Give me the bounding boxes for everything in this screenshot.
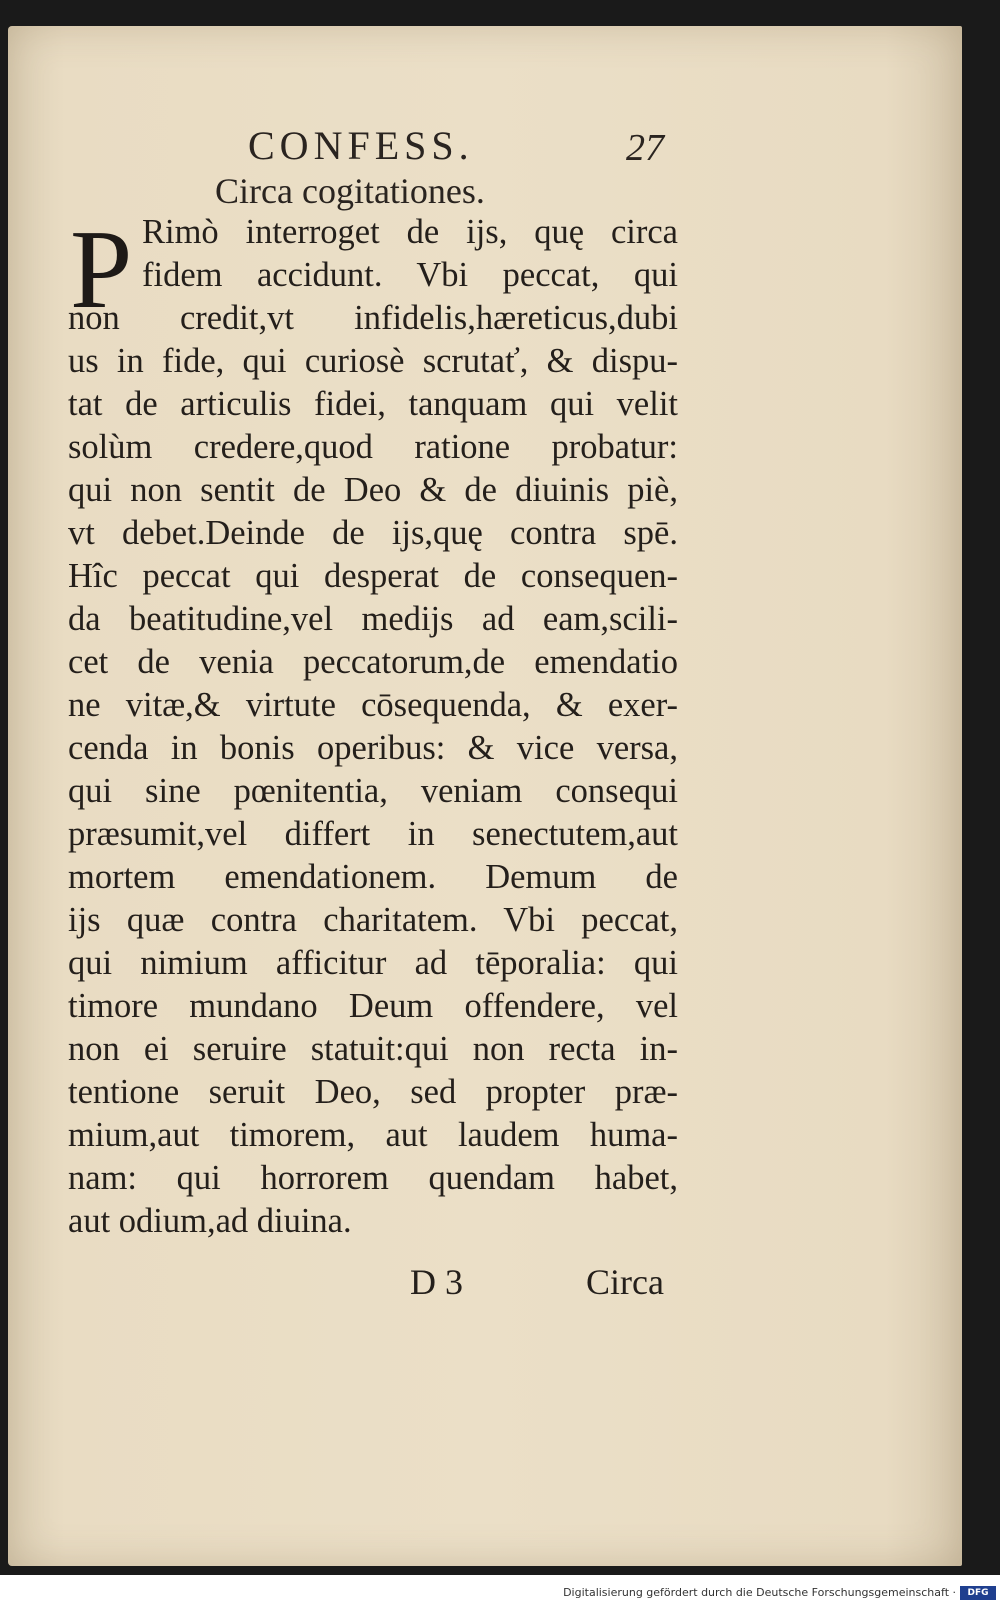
text-line: us in fide, qui curiosè scrutať, & dispu- [68,342,678,380]
text-line: solùm credere,quod ratione probatur: [68,428,678,466]
text-line: timore mundano Deum offendere, vel [68,987,678,1025]
text-line: tat de articulis fidei, tanquam qui velit [68,385,678,423]
text-line: mium,aut timorem, aut laudem huma- [68,1116,678,1154]
text-line: qui non sentit de Deo & de diuinis piè, [68,471,678,509]
drop-cap: P [70,208,133,332]
page-number: 27 [626,127,664,169]
text-line: præsumit,vel differt in senectutem,aut [68,815,678,853]
text-line: tentione seruit Deo, sed propter præ- [68,1073,678,1111]
text-line: aut odium,ad diuina. [68,1202,352,1240]
text-line: mortem emendationem. Demum de [68,858,678,896]
text-line: non ei seruire statuit:qui non recta in- [68,1030,678,1068]
text-line: cet de venia peccatorum,de emendatio [68,643,678,681]
text-line: Rimò interroget de ijs, quę circa [142,213,678,251]
running-head: CONFESS. [248,123,474,168]
text-line: qui nimium afficitur ad tēporalia: qui [68,944,678,982]
text-line: ne vitæ,& virtute cōsequenda, & exer- [68,686,678,724]
page-content [8,26,962,1566]
text-line: qui sine pœnitentia, veniam consequi [68,772,678,810]
text-line: non credit,vt infidelis,hæreticus,dubi [68,299,678,337]
text-line: ijs quæ contra charitatem. Vbi peccat, [68,901,678,939]
text-line: nam: qui horrorem quendam habet, [68,1159,678,1197]
section-title: Circa cogitationes. [215,171,485,211]
text-line: cenda in bonis operibus: & vice versa, [68,729,678,767]
text-line: fidem accidunt. Vbi peccat, qui [142,256,678,294]
book-page [8,26,962,1566]
text-line: da beatitudine,vel medijs ad eam,scili- [68,600,678,638]
text-line: vt debet.Deinde de ijs,quę contra spē. [68,514,678,552]
text-line: Hîc peccat qui desperat de consequen- [68,557,678,595]
dfg-logo-icon: DFG [960,1586,996,1600]
digitization-credit: Digitalisierung gefördert durch die Deutsche Forschungsgemeinschaft · [563,1586,956,1599]
catchword: Circa [586,1262,664,1302]
signature-mark: D 3 [410,1262,463,1302]
